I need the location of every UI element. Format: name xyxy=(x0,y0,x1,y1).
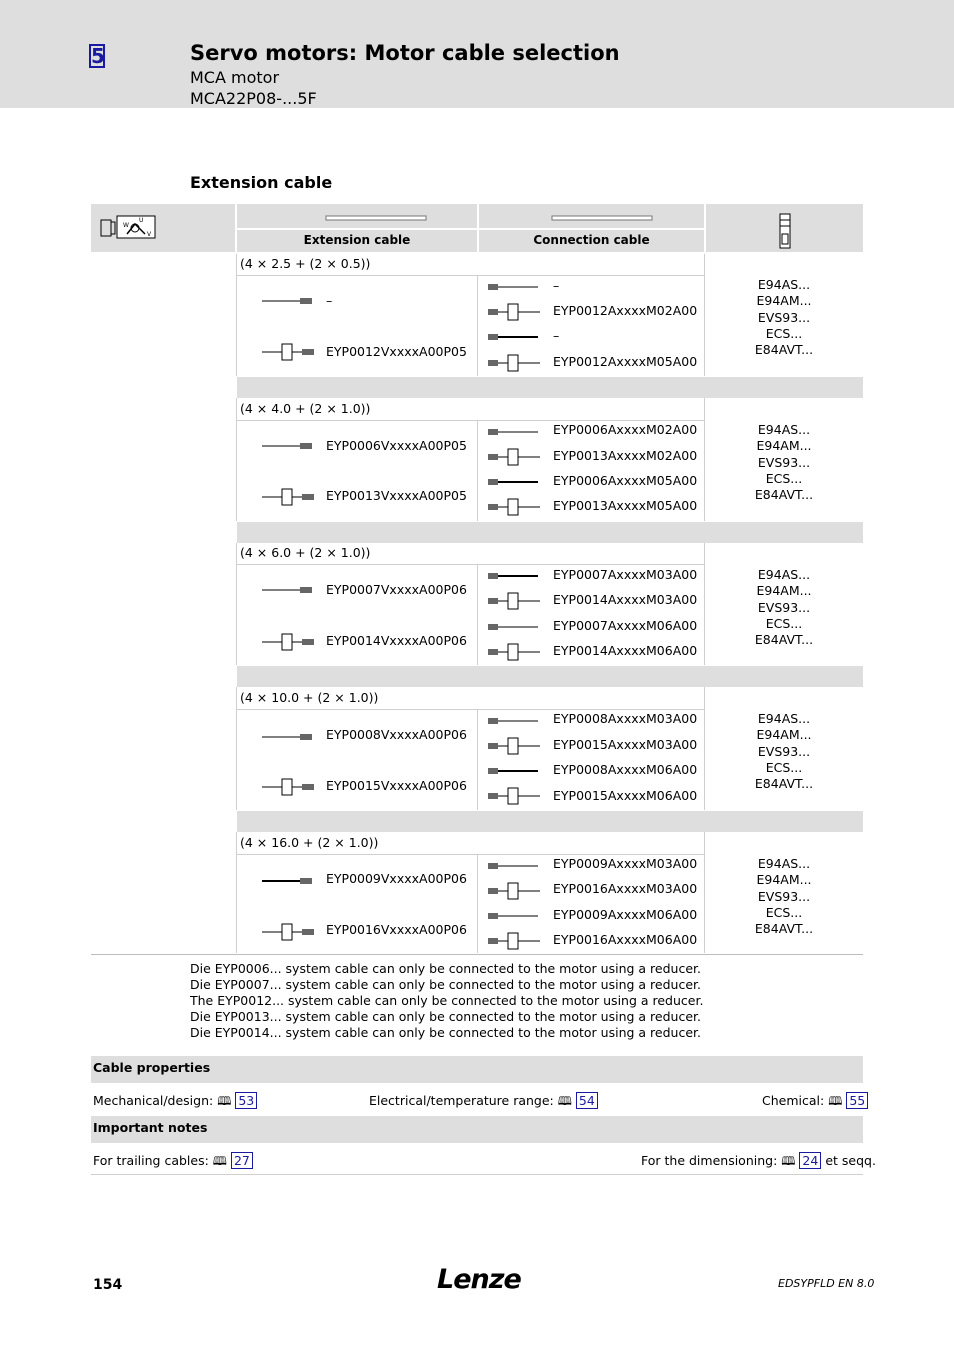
footnote: The EYP0012... system cable can only be connected to the motor using a reducer. xyxy=(190,993,704,1008)
device-item: EVS93... xyxy=(757,309,811,325)
device-item: E94AM... xyxy=(756,438,812,454)
device-item: E94AS... xyxy=(757,711,811,726)
electrical-page-link[interactable]: 54 xyxy=(576,1092,598,1109)
cable-angled-icon xyxy=(488,495,542,519)
cable-angled-icon xyxy=(488,445,542,469)
group-5-spec: (4 × 16.0 + (2 × 1.0)) xyxy=(240,835,379,850)
group-5-col-divider xyxy=(477,854,478,953)
cable-angled-icon xyxy=(262,340,316,364)
cable-angled-icon xyxy=(488,300,542,324)
device-item: EVS93... xyxy=(757,454,811,470)
group-5-conn-3: EYP0009AxxxxM06A00 xyxy=(553,907,698,922)
device-item: E84AVT... xyxy=(754,632,814,648)
cable-angled-icon xyxy=(262,630,316,654)
device-item: E94AS... xyxy=(757,567,811,582)
group-2-devices xyxy=(706,422,862,503)
group-3-conn-3: EYP0007AxxxxM06A00 xyxy=(553,618,698,633)
device-item: EVS93... xyxy=(757,743,811,759)
device-item: ECS... xyxy=(765,904,803,920)
group-3-conn-2: EYP0014AxxxxM03A00 xyxy=(553,592,698,607)
mechanical-label: Mechanical/design: xyxy=(93,1093,214,1108)
cable-angled-icon xyxy=(262,485,316,509)
group-4-conn-4: EYP0015AxxxxM06A00 xyxy=(553,788,698,803)
dimensioning-page-link[interactable]: 24 xyxy=(799,1152,821,1169)
group-5-conn-1: EYP0009AxxxxM03A00 xyxy=(553,856,698,871)
group-4-devices xyxy=(706,711,862,792)
group-2-divider xyxy=(237,420,704,421)
group-1-ext-1: – xyxy=(326,293,333,308)
footnote: Die EYP0006... system cable can only be connected to the motor using a reducer. xyxy=(190,961,701,976)
group-5-col-divider-2 xyxy=(704,832,705,953)
group-4-divider xyxy=(237,709,704,710)
motor-icon xyxy=(99,212,157,242)
table-bottom-rule xyxy=(91,954,863,955)
svg-text:V: V xyxy=(147,231,152,238)
svg-text:U: U xyxy=(139,217,144,224)
group-1-conn-1: – xyxy=(553,278,560,293)
book-icon: 🕮 xyxy=(557,1094,572,1108)
cable-icon xyxy=(551,214,653,222)
cable-properties-label: Cable properties xyxy=(93,1060,211,1075)
chapter-subtitle-model: MCA22P08-...5F xyxy=(190,89,317,108)
group-1-conn-4: EYP0012AxxxxM05A00 xyxy=(553,354,698,369)
cable-straight-icon xyxy=(488,427,542,437)
connection-header-label: Connection cable xyxy=(533,233,650,247)
cable-straight-icon xyxy=(488,332,542,342)
cable-straight-icon xyxy=(488,911,542,921)
device-item: E84AVT... xyxy=(754,921,814,937)
controller-icon xyxy=(778,212,792,250)
device-item: E94AM... xyxy=(756,872,812,888)
device-item: EVS93... xyxy=(757,599,811,615)
group-2-conn-3: EYP0006AxxxxM05A00 xyxy=(553,473,698,488)
device-item: EVS93... xyxy=(757,888,811,904)
group-3-col-divider-2 xyxy=(704,543,705,665)
electrical-label: Electrical/temperature range: xyxy=(369,1093,554,1108)
group-5-devices xyxy=(706,856,862,937)
cable-straight-icon xyxy=(262,441,316,451)
book-icon: 🕮 xyxy=(212,1154,227,1168)
group-3-spec: (4 × 6.0 + (2 × 1.0)) xyxy=(240,545,371,560)
group-5-conn-2: EYP0016AxxxxM03A00 xyxy=(553,881,698,896)
document-id: EDSYPFLD EN 8.0 xyxy=(778,1277,875,1290)
group-4-conn-3: EYP0008AxxxxM06A00 xyxy=(553,762,698,777)
motor-header-cell xyxy=(91,204,235,252)
cable-straight-icon xyxy=(488,571,542,581)
device-item: ECS... xyxy=(765,325,803,341)
page-number: 154 xyxy=(93,1277,123,1293)
group-1-ext-2: EYP0012VxxxxA00P05 xyxy=(326,344,467,359)
group-4-col-divider-2 xyxy=(704,687,705,810)
cable-angled-icon xyxy=(488,929,542,953)
cable-straight-icon xyxy=(488,622,542,632)
group-3-divider xyxy=(237,564,704,565)
device-item: E94AM... xyxy=(756,293,812,309)
cable-angled-icon xyxy=(488,734,542,758)
group-4-conn-2: EYP0015AxxxxM03A00 xyxy=(553,737,698,752)
device-item: ECS... xyxy=(765,615,803,631)
group-4-ext-1: EYP0008VxxxxA00P06 xyxy=(326,727,467,742)
footnote: Die EYP0007... system cable can only be connected to the motor using a reducer. xyxy=(190,977,701,992)
dimensioning-ref xyxy=(641,1152,876,1173)
group-1-divider xyxy=(237,275,704,276)
group-3-ext-2: EYP0014VxxxxA00P06 xyxy=(326,633,467,648)
group-1-conn-3: – xyxy=(553,328,560,343)
device-item: E84AVT... xyxy=(754,776,814,792)
group-3-conn-4: EYP0014AxxxxM06A00 xyxy=(553,643,698,658)
dimensioning-label: For the dimensioning: xyxy=(641,1153,778,1168)
footnote: Die EYP0013... system cable can only be connected to the motor using a reducer. xyxy=(190,1009,701,1024)
device-item: E94AS... xyxy=(757,856,811,871)
book-icon: 🕮 xyxy=(217,1094,232,1108)
cable-straight-icon xyxy=(262,876,316,886)
group-1-spec: (4 × 2.5 + (2 × 0.5)) xyxy=(240,256,371,271)
group-3-conn-1: EYP0007AxxxxM03A00 xyxy=(553,567,698,582)
book-icon: 🕮 xyxy=(781,1154,796,1168)
group-2-conn-1: EYP0006AxxxxM02A00 xyxy=(553,422,698,437)
group-2-ext-2: EYP0013VxxxxA00P05 xyxy=(326,488,467,503)
group-separator xyxy=(237,522,863,543)
group-1-col-divider-2 xyxy=(704,254,705,376)
svg-text:W: W xyxy=(123,222,129,229)
device-item: E94AS... xyxy=(757,422,811,437)
group-2-col-divider-2 xyxy=(704,398,705,521)
device-item: E94AS... xyxy=(757,277,811,292)
section-title: Extension cable xyxy=(190,173,333,192)
cable-straight-icon xyxy=(262,732,316,742)
properties-bottom-rule xyxy=(91,1174,863,1175)
chemical-label: Chemical: xyxy=(762,1093,825,1108)
chapter-number[interactable]: 5 xyxy=(91,44,105,68)
cable-angled-icon xyxy=(488,640,542,664)
cable-straight-icon xyxy=(488,861,542,871)
important-notes-label: Important notes xyxy=(93,1120,208,1135)
device-item: E94AM... xyxy=(756,727,812,743)
cable-angled-icon xyxy=(488,784,542,808)
cable-straight-icon xyxy=(488,477,542,487)
group-4-col-divider-0 xyxy=(236,687,237,810)
chemical-ref xyxy=(762,1092,868,1113)
trailing-page-link[interactable]: 27 xyxy=(231,1152,253,1169)
mechanical-ref xyxy=(93,1092,257,1113)
chapter-subtitle-motor: MCA motor xyxy=(190,68,280,87)
group-2-conn-4: EYP0013AxxxxM05A00 xyxy=(553,498,698,513)
group-2-conn-2: EYP0013AxxxxM02A00 xyxy=(553,448,698,463)
group-4-col-divider xyxy=(477,709,478,810)
group-3-ext-1: EYP0007VxxxxA00P06 xyxy=(326,582,467,597)
electrical-ref xyxy=(369,1092,598,1113)
trailing-ref xyxy=(93,1152,253,1173)
device-item: ECS... xyxy=(765,759,803,775)
chemical-page-link[interactable]: 55 xyxy=(846,1092,868,1109)
group-3-devices xyxy=(706,567,862,648)
group-1-devices xyxy=(706,277,862,358)
group-4-conn-1: EYP0008AxxxxM03A00 xyxy=(553,711,698,726)
extension-header-label: Extension cable xyxy=(303,233,411,247)
book-icon: 🕮 xyxy=(828,1094,843,1108)
group-2-col-divider-0 xyxy=(236,398,237,521)
cable-icon xyxy=(325,214,427,222)
group-5-ext-1: EYP0009VxxxxA00P06 xyxy=(326,871,467,886)
cable-straight-icon xyxy=(262,585,316,595)
group-1-col-divider xyxy=(477,275,478,376)
group-4-ext-2: EYP0015VxxxxA00P06 xyxy=(326,778,467,793)
group-5-conn-4: EYP0016AxxxxM06A00 xyxy=(553,932,698,947)
cable-straight-icon xyxy=(488,716,542,726)
cable-straight-icon xyxy=(488,766,542,776)
chapter-title: Servo motors: Motor cable selection xyxy=(190,41,620,65)
footnote: Die EYP0014... system cable can only be connected to the motor using a reducer. xyxy=(190,1025,701,1040)
group-5-col-divider-0 xyxy=(236,832,237,953)
mechanical-page-link[interactable]: 53 xyxy=(235,1092,257,1109)
group-2-ext-1: EYP0006VxxxxA00P05 xyxy=(326,438,467,453)
footnotes xyxy=(190,961,703,1041)
trailing-label: For trailing cables: xyxy=(93,1153,209,1168)
controller-header-cell xyxy=(706,204,863,252)
group-separator xyxy=(237,666,863,687)
lenze-logo: Lenze xyxy=(437,1264,521,1295)
device-item: E84AVT... xyxy=(754,487,814,503)
group-separator xyxy=(237,377,863,398)
cable-straight-icon xyxy=(262,296,316,306)
cable-straight-icon xyxy=(488,282,542,292)
group-5-divider xyxy=(237,854,704,855)
cable-angled-icon xyxy=(262,920,316,944)
cable-angled-icon xyxy=(488,589,542,613)
group-3-col-divider-0 xyxy=(236,543,237,665)
cable-angled-icon xyxy=(488,351,542,375)
cable-angled-icon xyxy=(262,775,316,799)
group-1-col-divider-0 xyxy=(236,254,237,376)
dimensioning-suffix: et seqq. xyxy=(825,1153,876,1168)
device-item: E84AVT... xyxy=(754,342,814,358)
device-item: E94AM... xyxy=(756,583,812,599)
device-item: ECS... xyxy=(765,470,803,486)
group-4-spec: (4 × 10.0 + (2 × 1.0)) xyxy=(240,690,379,705)
cable-angled-icon xyxy=(488,879,542,903)
group-1-conn-2: EYP0012AxxxxM02A00 xyxy=(553,303,698,318)
group-2-spec: (4 × 4.0 + (2 × 1.0)) xyxy=(240,401,371,416)
group-2-col-divider xyxy=(477,420,478,521)
header-divider xyxy=(237,228,704,230)
group-3-col-divider xyxy=(477,564,478,665)
group-5-ext-2: EYP0016VxxxxA00P06 xyxy=(326,922,467,937)
group-separator xyxy=(237,811,863,832)
